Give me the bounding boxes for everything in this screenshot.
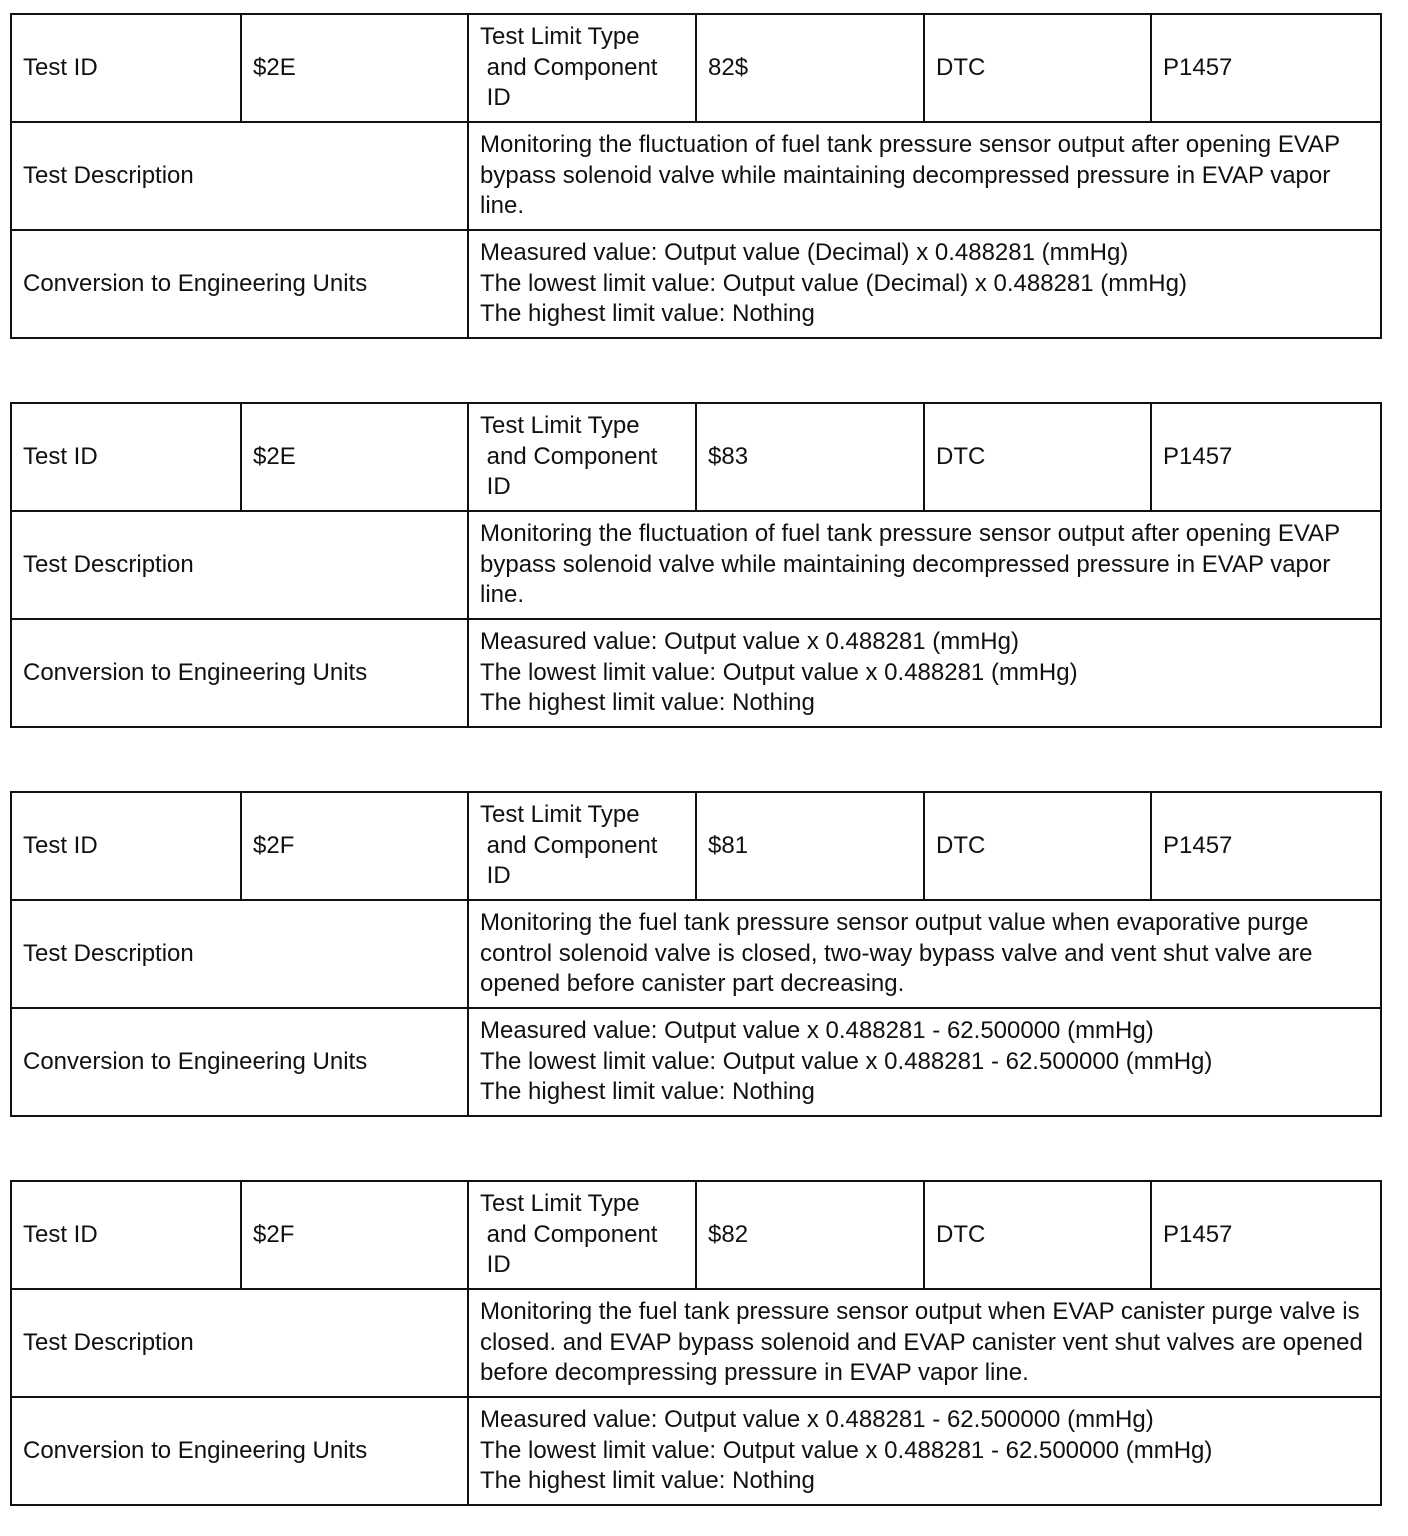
- conversion-row: [11, 230, 1381, 338]
- measured-value: Measured value: Output value x 0.488281 - 62.500000 (mmHg): [480, 1017, 1154, 1045]
- limit-type-label-line: ID: [480, 473, 511, 501]
- limit-type-label-line: Test Limit Type: [480, 1190, 640, 1218]
- description-label: Test Description: [11, 1289, 468, 1397]
- dtc-value: P1457: [1151, 792, 1381, 900]
- limit-type-label-line: ID: [480, 84, 511, 112]
- highest-limit-value: The highest limit value: Nothing: [480, 1467, 815, 1495]
- description-text: Monitoring the fluctuation of fuel tank pressure sensor output after opening EVAP bypass solenoid valve while maintaining decompressed pressure in EVAP vapor line.: [468, 511, 1381, 619]
- dtc-label: DTC: [924, 1181, 1151, 1289]
- highest-limit-value: The highest limit value: Nothing: [480, 300, 815, 328]
- conversion-text: [468, 1397, 1381, 1505]
- measured-value: Measured value: Output value x 0.488281 - 62.500000 (mmHg): [480, 1406, 1154, 1434]
- monitor-test-table-3: [10, 791, 1382, 1117]
- dtc-label: DTC: [924, 792, 1151, 900]
- conversion-label: Conversion to Engineering Units: [11, 230, 468, 338]
- limit-type-label: [468, 403, 696, 511]
- limit-type-label-line: Test Limit Type: [480, 801, 640, 829]
- limit-type-label: [468, 14, 696, 122]
- dtc-value: P1457: [1151, 1181, 1381, 1289]
- description-text: Monitoring the fuel tank pressure sensor output when EVAP canister purge valve is closed. and EVAP bypass solenoid and EVAP canister vent shut valves are opened before decompressing pressure in EVAP vapor line.: [468, 1289, 1381, 1397]
- description-label: Test Description: [11, 122, 468, 230]
- description-row: [11, 900, 1381, 1008]
- limit-type-label-line: and Component: [480, 53, 658, 81]
- test-id-label: Test ID: [11, 1181, 241, 1289]
- dtc-label: DTC: [924, 14, 1151, 122]
- limit-type-label-line: and Component: [480, 442, 658, 470]
- limit-type-value: $83: [696, 403, 924, 511]
- limit-type-label: [468, 792, 696, 900]
- conversion-text: [468, 619, 1381, 727]
- conversion-row: [11, 619, 1381, 727]
- limit-type-value: $81: [696, 792, 924, 900]
- test-id-row: [11, 14, 1381, 122]
- limit-type-value: 82$: [696, 14, 924, 122]
- description-row: [11, 511, 1381, 619]
- lowest-limit-value: The lowest limit value: Output value x 0.488281 - 62.500000 (mmHg): [480, 1047, 1213, 1075]
- monitor-test-table-1: [10, 13, 1382, 339]
- test-id-row: [11, 1181, 1381, 1289]
- conversion-row: [11, 1008, 1381, 1116]
- test-id-row: [11, 403, 1381, 511]
- limit-type-label-line: ID: [480, 862, 511, 890]
- dtc-value: P1457: [1151, 14, 1381, 122]
- description-label: Test Description: [11, 900, 468, 1008]
- highest-limit-value: The highest limit value: Nothing: [480, 1078, 815, 1106]
- monitor-test-table-2: [10, 402, 1382, 728]
- lowest-limit-value: The lowest limit value: Output value x 0.488281 - 62.500000 (mmHg): [480, 1436, 1213, 1464]
- monitor-test-table-4: [10, 1180, 1382, 1506]
- description-row: [11, 1289, 1381, 1397]
- lowest-limit-value: The lowest limit value: Output value (Decimal) x 0.488281 (mmHg): [480, 269, 1187, 297]
- limit-type-label-line: and Component: [480, 1220, 658, 1248]
- description-label: Test Description: [11, 511, 468, 619]
- conversion-label: Conversion to Engineering Units: [11, 619, 468, 727]
- limit-type-label-line: Test Limit Type: [480, 23, 640, 51]
- limit-type-label-line: Test Limit Type: [480, 412, 640, 440]
- test-id-label: Test ID: [11, 792, 241, 900]
- limit-type-label-line: and Component: [480, 831, 658, 859]
- test-id-value: $2F: [241, 792, 468, 900]
- test-id-label: Test ID: [11, 403, 241, 511]
- conversion-text: [468, 230, 1381, 338]
- dtc-label: DTC: [924, 403, 1151, 511]
- description-row: [11, 122, 1381, 230]
- conversion-row: [11, 1397, 1381, 1505]
- test-id-row: [11, 792, 1381, 900]
- test-id-value: $2E: [241, 14, 468, 122]
- test-id-value: $2F: [241, 1181, 468, 1289]
- conversion-label: Conversion to Engineering Units: [11, 1008, 468, 1116]
- description-text: Monitoring the fuel tank pressure sensor output value when evaporative purge control solenoid valve is closed, two-way bypass valve and vent shut valve are opened before canister part decreasing.: [468, 900, 1381, 1008]
- conversion-text: [468, 1008, 1381, 1116]
- limit-type-value: $82: [696, 1181, 924, 1289]
- limit-type-label: [468, 1181, 696, 1289]
- lowest-limit-value: The lowest limit value: Output value x 0.488281 (mmHg): [480, 658, 1078, 686]
- conversion-label: Conversion to Engineering Units: [11, 1397, 468, 1505]
- dtc-value: P1457: [1151, 403, 1381, 511]
- measured-value: Measured value: Output value (Decimal) x 0.488281 (mmHg): [480, 239, 1129, 267]
- test-id-value: $2E: [241, 403, 468, 511]
- highest-limit-value: The highest limit value: Nothing: [480, 689, 815, 717]
- test-id-label: Test ID: [11, 14, 241, 122]
- limit-type-label-line: ID: [480, 1251, 511, 1279]
- measured-value: Measured value: Output value x 0.488281 (mmHg): [480, 628, 1019, 656]
- description-text: Monitoring the fluctuation of fuel tank pressure sensor output after opening EVAP bypass solenoid valve while maintaining decompressed pressure in EVAP vapor line.: [468, 122, 1381, 230]
